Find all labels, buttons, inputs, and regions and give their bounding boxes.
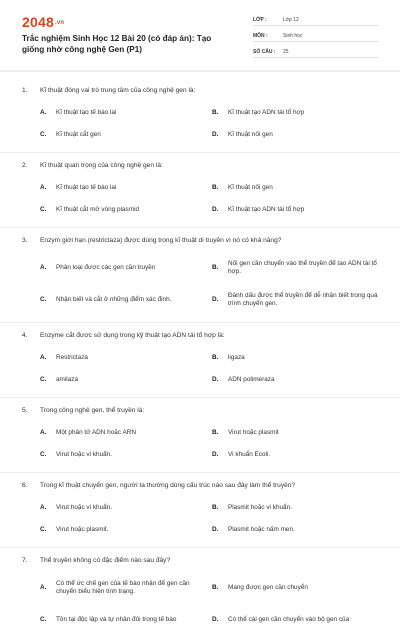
option-text: Kĩ thuật cắt mở vòng plasmid [56,205,140,213]
option-c[interactable] [40,284,212,316]
question-number: 7. [22,556,28,564]
option-d[interactable] [212,444,384,466]
option-letter: C. [40,295,47,303]
option-a[interactable] [40,572,212,604]
option-text: Đánh dấu được thể truyền để dễ nhận biết trong quá trình chuyển gen. [228,291,378,307]
option-text: Một phân tử ADN hoặc ARN [56,428,136,436]
option-grid [22,497,380,541]
option-b[interactable] [212,177,384,199]
question-prompt: Kĩ thuật quan trọng của công nghệ gen là: [40,161,163,169]
option-letter: B. [212,428,219,436]
option-letter: B. [212,353,219,361]
option-text: Kĩ thuật cắt gen [56,130,101,138]
option-letter: D. [212,295,219,303]
question-prompt: Trong kĩ thuật chuyển gen, người ta thường dùng cấu trúc nào sau đây làm thể truyền? [40,481,296,489]
question-text [22,548,380,572]
question-2 [0,152,400,227]
option-text: Kĩ thuật nối gen [228,183,273,191]
question-text [22,323,380,347]
option-text: Virut hoặc plasmit. [56,525,109,533]
option-c[interactable] [40,369,212,391]
option-text: Có thể cài gen cần chuyển vào bộ gen của [228,615,350,623]
question-number: 5. [22,406,28,414]
option-a[interactable] [40,422,212,444]
option-letter: B. [212,108,219,116]
option-letter: D. [212,615,219,623]
option-b[interactable] [212,347,384,369]
option-text: ligaza [228,353,245,361]
page-header [0,0,400,63]
question-prompt: Thể truyền không có đặc điểm nào sau đây? [40,556,171,564]
page-title: Trắc nghiệm Sinh Học 12 Bài 20 (có đáp án): Tạo giống nhờ công nghệ Gen (P1) [22,34,212,54]
site-logo[interactable] [22,14,64,30]
option-text: Kĩ thuật tạo tế bào lai [56,183,117,191]
question-1 [0,78,400,152]
question-prompt: Enzyme cắt được sử dụng trong kỹ thuật tạo ADN tái tổ hợp là: [40,331,225,339]
question-number: 2. [22,161,28,169]
option-grid [22,572,380,636]
option-c[interactable] [40,199,212,221]
option-text: Kĩ thuật nối gen [228,130,273,138]
option-a[interactable] [40,252,212,284]
option-letter: C. [40,450,47,458]
question-7 [0,547,400,636]
option-text: Restrictaza [56,353,88,361]
meta-class [253,15,378,26]
option-text: Virut hoặc vi khuẩn. [56,450,113,458]
quiz-meta [253,15,378,63]
question-number: 3. [22,236,28,244]
option-b[interactable] [212,422,384,444]
meta-subject-value: Sinh học [283,33,303,39]
meta-count-value: 25 [283,49,289,55]
option-d[interactable] [212,199,384,221]
option-grid [22,422,380,466]
option-letter: C. [40,525,47,533]
option-letter: C. [40,130,47,138]
option-letter: A. [40,503,47,511]
logo-text: 2048 [22,14,54,30]
option-text: Nối gen cần chuyển vào thể truyền để tạo ADN tái tổ hợp. [228,259,377,275]
meta-class-label: LỚP : [253,17,267,23]
option-d[interactable] [212,284,384,316]
option-text: Kĩ thuật tạo ADN tái tổ hợp [228,205,305,213]
option-a[interactable] [40,102,212,124]
question-prompt: Kĩ thuật đóng vai trò trung tâm của công nghệ gen là: [40,86,196,94]
question-list [0,78,400,636]
option-b[interactable] [212,102,384,124]
option-text: Virut hoặc vi khuẩn. [56,503,113,511]
option-d[interactable] [212,519,384,541]
option-grid [22,347,380,391]
option-c[interactable] [40,604,212,636]
option-letter: C. [40,205,47,213]
option-text: amilaza [56,375,79,383]
option-letter: A. [40,183,47,191]
option-a[interactable] [40,177,212,199]
option-letter: A. [40,263,47,271]
option-text: Virut hoặc plasmit [228,428,279,436]
option-text: Tồn tại độc lập và tự nhân đôi trong tế bào [56,615,177,623]
option-letter: A. [40,428,47,436]
option-text: Có thể ức chế gen của tế bào nhận để gen cần chuyển biểu hiện tính trạng. [56,579,190,595]
option-letter: D. [212,205,219,213]
option-text: Vi khuẩn Ecoli. [228,450,271,458]
option-letter: A. [40,583,47,591]
option-letter: B. [212,583,219,591]
option-text: Phân loại được các gen cần truyền [56,263,156,271]
option-grid [22,177,380,221]
option-text: Mang được gen cần chuyển [228,583,308,591]
meta-subject-label: MÔN : [253,33,268,39]
question-text [22,398,380,422]
option-letter: D. [212,525,219,533]
option-c[interactable] [40,124,212,146]
option-letter: A. [40,353,47,361]
option-d[interactable] [212,369,384,391]
option-a[interactable] [40,347,212,369]
option-text: Kĩ thuật tạo ADN tái tổ hợp [228,108,305,116]
option-text: Plasmit hoặc nấm men. [228,525,295,533]
option-letter: D. [212,130,219,138]
question-text [22,153,380,177]
option-letter: C. [40,615,47,623]
question-number: 1. [22,86,28,94]
meta-count-label: SỐ CÂU : [253,49,276,55]
option-letter: B. [212,503,219,511]
option-b[interactable] [212,497,384,519]
option-text: Nhận biết và cắt ở những điểm xác định. [56,295,172,303]
option-letter: B. [212,263,219,271]
question-prompt: Enzym giới hạn (restrictaza) được dùng trong kĩ thuật di truyền vì nó có khả năng? [40,236,282,244]
meta-subject [253,31,378,42]
option-text: ADN polimeraza [228,375,275,383]
option-grid [22,102,380,146]
question-prompt: Trong công nghệ gen, thể truyền là: [40,406,145,414]
option-text: Plasmit hoặc vi khuẩn. [228,503,292,511]
question-3 [0,227,400,322]
logo-suffix: .vn [54,20,65,27]
option-text: Kĩ thuật tạo tế bào lai [56,108,117,116]
question-text [22,473,380,497]
question-number: 6. [22,481,28,489]
option-c[interactable] [40,519,212,541]
option-letter: B. [212,183,219,191]
meta-count [253,47,378,58]
option-d[interactable] [212,124,384,146]
header-divider [0,70,400,72]
option-grid [22,252,380,316]
question-4 [0,322,400,397]
question-text [22,78,380,102]
question-text [22,228,380,252]
question-5 [0,397,400,472]
option-a[interactable] [40,497,212,519]
question-number: 4. [22,331,28,339]
option-b[interactable] [212,572,384,604]
option-letter: D. [212,450,219,458]
option-letter: A. [40,108,47,116]
option-letter: D. [212,375,219,383]
question-6 [0,472,400,547]
option-letter: C. [40,375,47,383]
meta-class-value: Lớp 12 [283,17,299,23]
option-b[interactable] [212,252,384,284]
option-d[interactable] [212,604,384,636]
option-c[interactable] [40,444,212,466]
